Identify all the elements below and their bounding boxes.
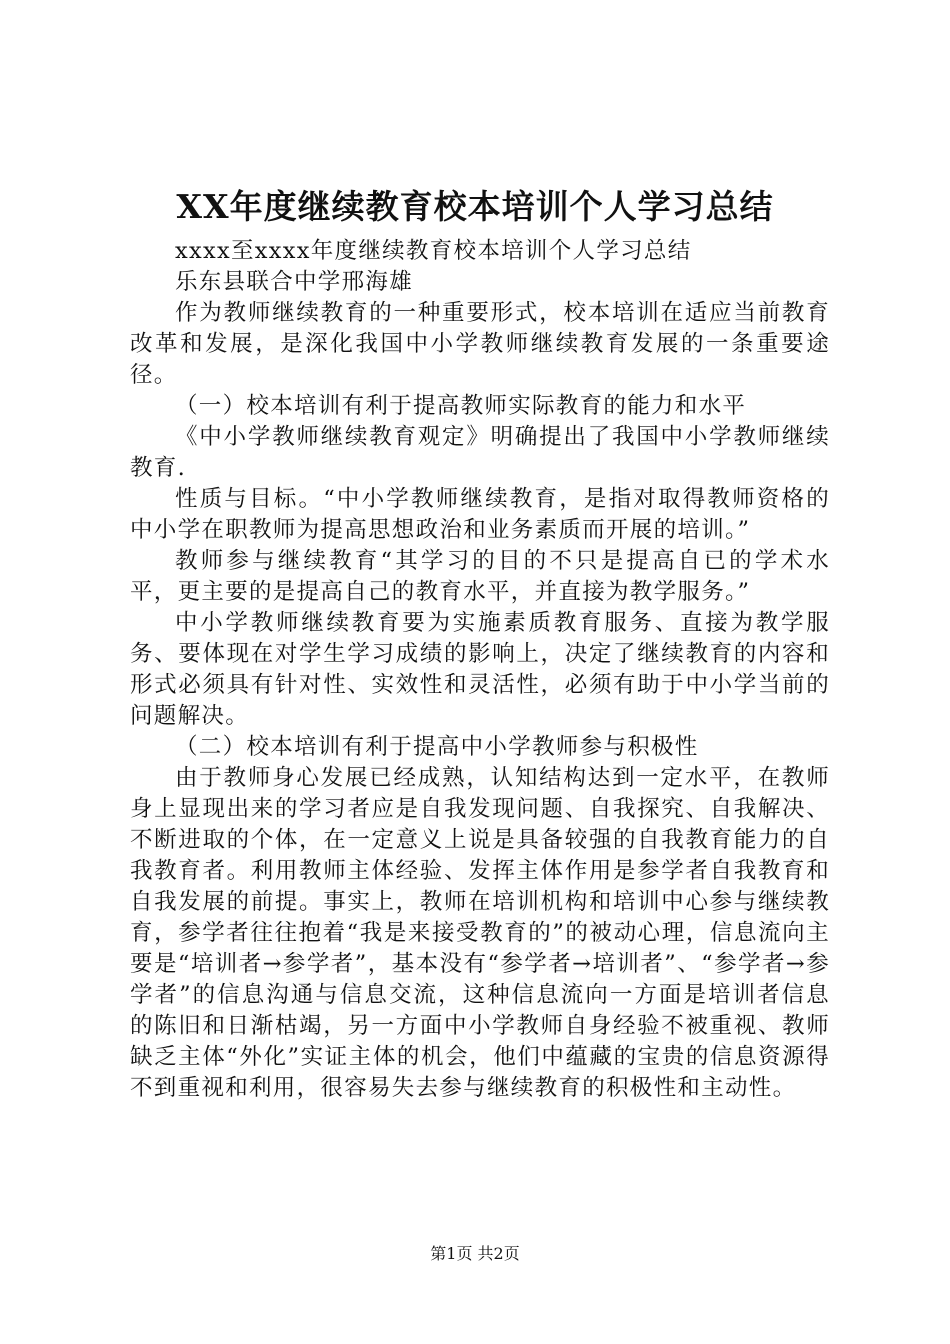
intro-paragraph: 作为教师继续教育的一种重要形式，校本培训在适应当前教育改革和发展，是深化我国中小学教师继续教育发展的一条重要途径。	[130, 300, 830, 388]
document-title: XX年度继续教育校本培训个人学习总结	[176, 187, 774, 226]
document-body	[130, 236, 830, 1104]
section-heading-2: （二）校本培训有利于提高中小学教师参与积极性	[175, 734, 699, 760]
body-paragraph: 《中小学教师继续教育观定》明确提出了我国中小学教师继续教育.	[130, 424, 830, 481]
body-paragraph: 教师参与继续教育“其学习的目的不只是提高自已的学术水平，更主要的是提高自己的教育水平，并直接为教学服务。”	[130, 548, 830, 605]
body-paragraph: 性质与目标。“中小学教师继续教育，是指对取得教师资格的中小学在职教师为提高思想政治和业务素质而开展的培训。”	[130, 486, 830, 543]
author-line: 乐东县联合中学邢海雄	[175, 269, 414, 295]
page-number-footer: 第1页 共2页	[430, 1244, 520, 1263]
section-heading-1: （一）校本培训有利于提高教师实际教育的能力和水平	[175, 393, 747, 419]
body-paragraph: 由于教师身心发展已经成熟，认知结构达到一定水平，在教师身上显现出来的学习者应是自我发现问题、自我探究、自我解决、不断进取的个体，在一定意义上说是具备较强的自我教育能力的自我教育者。利用教师主体经验、发挥主体作用是参学者自我教育和自我发展的前提。事实上，教师在培训机构和培训中心参与继续教育，参学者往往抱着“我是来接受教育的”的被动心理，信息流向主要是“培训者→参学者”，基本没有“参学者→培训者”、“参学者→参学者”的信息沟通与信息交流，这种信息流向一方面是培训者信息的陈旧和日渐枯竭，另一方面中小学教师自身经验不被重视、教师缺乏主体“外化”实证主体的机会，他们中蕴藏的宝贵的信息资源得不到重视和利用，很容易失去参与继续教育的积极性和主动性。	[130, 765, 830, 1101]
subtitle-line: xxxx至xxxx年度继续教育校本培训个人学习总结	[175, 238, 692, 264]
body-paragraph: 中小学教师继续教育要为实施素质教育服务、直接为教学服务、要体现在对学生学习成绩的影响上，决定了继续教育的内容和形式必须具有针对性、实效性和灵活性，必须有助于中小学当前的问题解决。	[130, 610, 830, 729]
